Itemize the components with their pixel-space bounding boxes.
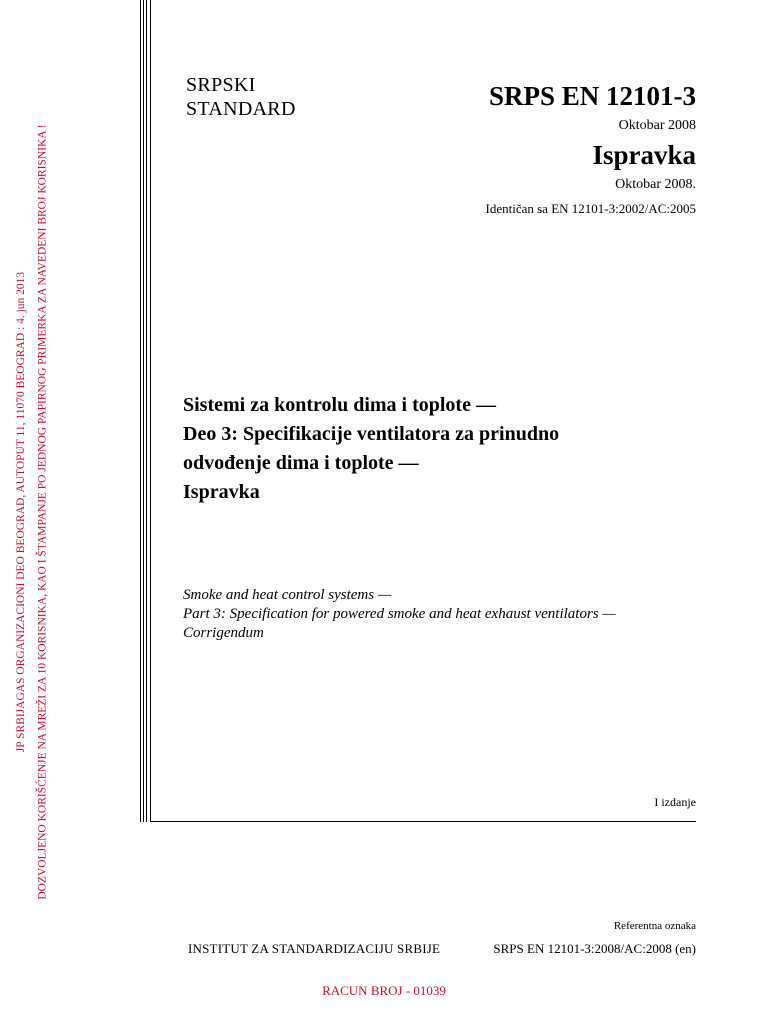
identical-with: Identičan sa EN 12101-3:2002/AC:2005	[485, 201, 696, 216]
border-line-4	[150, 0, 151, 822]
standard-label	[186, 73, 296, 121]
institute-name: INSTITUT ZA STANDARDIZACIJU SRBIJE	[188, 941, 441, 956]
footer-divider	[150, 821, 696, 822]
title-en-line: Part 3: Specification for powered smoke and heat exhaust ventilators —	[183, 606, 616, 622]
standard-code: SRPS EN 12101-3	[488, 81, 696, 111]
standard-label-line-2: STANDARD	[186, 98, 296, 120]
invoice-number: RACUN BROJ - 01039	[322, 983, 446, 998]
correction-date: Oktobar 2008.	[615, 177, 696, 192]
title-sr-line: odvođenje dima i toplote —	[183, 452, 419, 474]
reference-code: SRPS EN 12101-3:2008/AC:2008 (en)	[493, 941, 696, 956]
standard-label-line-1: SRPSKI	[186, 74, 256, 96]
title-en-line: Smoke and heat control systems —	[183, 587, 392, 603]
title-sr-line: Sistemi za kontrolu dima i toplote —	[183, 394, 496, 416]
watermark-line-1: JP SRBIJAGAS ORGANIZACIONI DEO BEOGRAD, AUTOPUT 11, 11070 BEOGRAD : 4. jun 2013	[15, 271, 27, 753]
border-line-3	[146, 0, 147, 822]
watermark-line-2: DOZVOLJENO KORIŠĆENJE NA MREŽI ZA 10 KORISNIKA, KAO I ŠTAMPANJE PO JEDNOG PAPIRNOG PRIMERKA ZA NAVEDENI BROJ KORISNIKA !	[37, 124, 49, 900]
standard-date: Oktobar 2008	[618, 118, 696, 133]
title-sr-line: Ispravka	[183, 481, 260, 503]
edition-label: I izdanje	[654, 795, 696, 809]
border-line-1	[140, 0, 141, 822]
title-en-line: Corrigendum	[183, 625, 264, 641]
title-serbian	[183, 391, 559, 507]
title-english	[183, 586, 616, 643]
correction-heading: Ispravka	[592, 140, 696, 170]
title-sr-line: Deo 3: Specifikacije ventilatora za prinudno	[183, 423, 560, 445]
border-line-2	[143, 0, 144, 822]
reference-label: Referentna oznaka	[613, 920, 696, 932]
